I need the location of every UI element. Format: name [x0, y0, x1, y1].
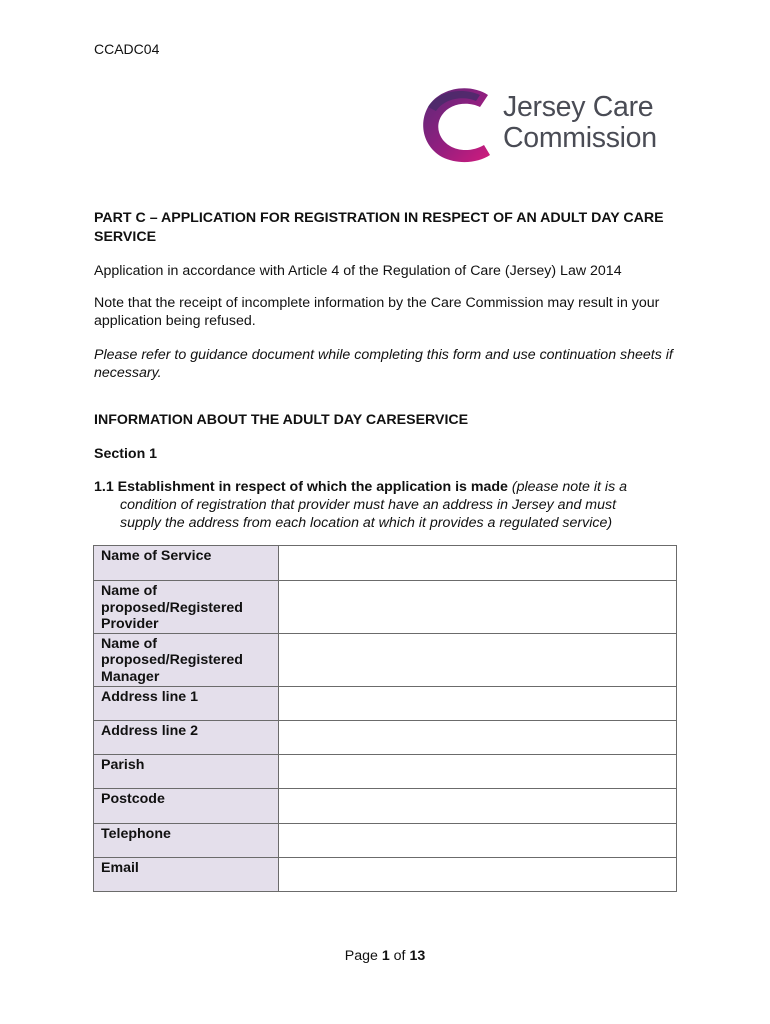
logo-line-1: Jersey Care	[503, 91, 654, 123]
form-label: Parish	[94, 754, 279, 788]
logo-wordmark	[503, 92, 657, 154]
form-label: Name of Service	[94, 546, 279, 581]
name-of-service-field[interactable]	[279, 546, 677, 581]
page-footer	[0, 948, 770, 964]
item-1-1-note-line-2: condition of registration that provider must have an address in Jersey and must	[120, 497, 617, 513]
provider-name-field[interactable]	[279, 581, 677, 634]
current-page-number: 1	[381, 948, 390, 964]
table-row	[94, 754, 677, 788]
logo-line-2: Commission	[503, 122, 657, 154]
form-label: Address line 1	[94, 686, 279, 720]
item-1-1-note-line-3: supply the address from each location at which it provides a regulated service)	[120, 515, 613, 531]
item-1-1-lead: 1.1 Establishment in respect of which the application is made	[94, 479, 508, 495]
table-row	[94, 546, 677, 581]
form-label: Telephone	[94, 823, 279, 857]
intro-text: Application in accordance with Article 4 of the Regulation of Care (Jersey) Law 2014	[94, 263, 622, 279]
info-heading: INFORMATION ABOUT THE ADULT DAY CARESERVICE	[94, 412, 469, 428]
email-field[interactable]	[279, 857, 677, 891]
telephone-field[interactable]	[279, 823, 677, 857]
guidance-note: Please refer to guidance document while completing this form and use continuation sheets if necessary.	[94, 347, 673, 381]
incomplete-info-note: Note that the receipt of incomplete information by the Care Commission may result in your application being refused.	[94, 295, 660, 329]
page-word: Page	[344, 948, 378, 964]
table-row	[94, 581, 677, 634]
page-title: PART C – APPLICATION FOR REGISTRATION IN RESPECT OF AN ADULT DAY CARE SERVICE	[94, 210, 664, 245]
address-line-1-field[interactable]	[279, 686, 677, 720]
jersey-care-commission-logo	[418, 85, 683, 165]
manager-name-field[interactable]	[279, 633, 677, 686]
address-line-2-field[interactable]	[279, 720, 677, 754]
document-code: CCADC04	[94, 41, 160, 57]
postcode-field[interactable]	[279, 788, 677, 823]
table-row	[94, 686, 677, 720]
of-word: of	[393, 948, 406, 964]
section-title: Section 1	[94, 446, 158, 462]
table-row	[94, 633, 677, 686]
jersey-care-c-logo-icon	[418, 85, 498, 165]
establishment-form-table	[93, 545, 677, 892]
form-label: Address line 2	[94, 720, 279, 754]
table-row	[94, 720, 677, 754]
table-row	[94, 857, 677, 891]
item-1-1	[94, 478, 694, 532]
form-label: Name of proposed/Registered Manager	[94, 633, 279, 686]
total-pages: 13	[409, 948, 426, 964]
parish-field[interactable]	[279, 754, 677, 788]
form-label: Name of proposed/Registered Provider	[94, 581, 279, 634]
table-row	[94, 788, 677, 823]
table-row	[94, 823, 677, 857]
item-1-1-note-start: (please note it is a	[511, 479, 628, 495]
form-label: Email	[94, 857, 279, 891]
form-label: Postcode	[94, 788, 279, 823]
